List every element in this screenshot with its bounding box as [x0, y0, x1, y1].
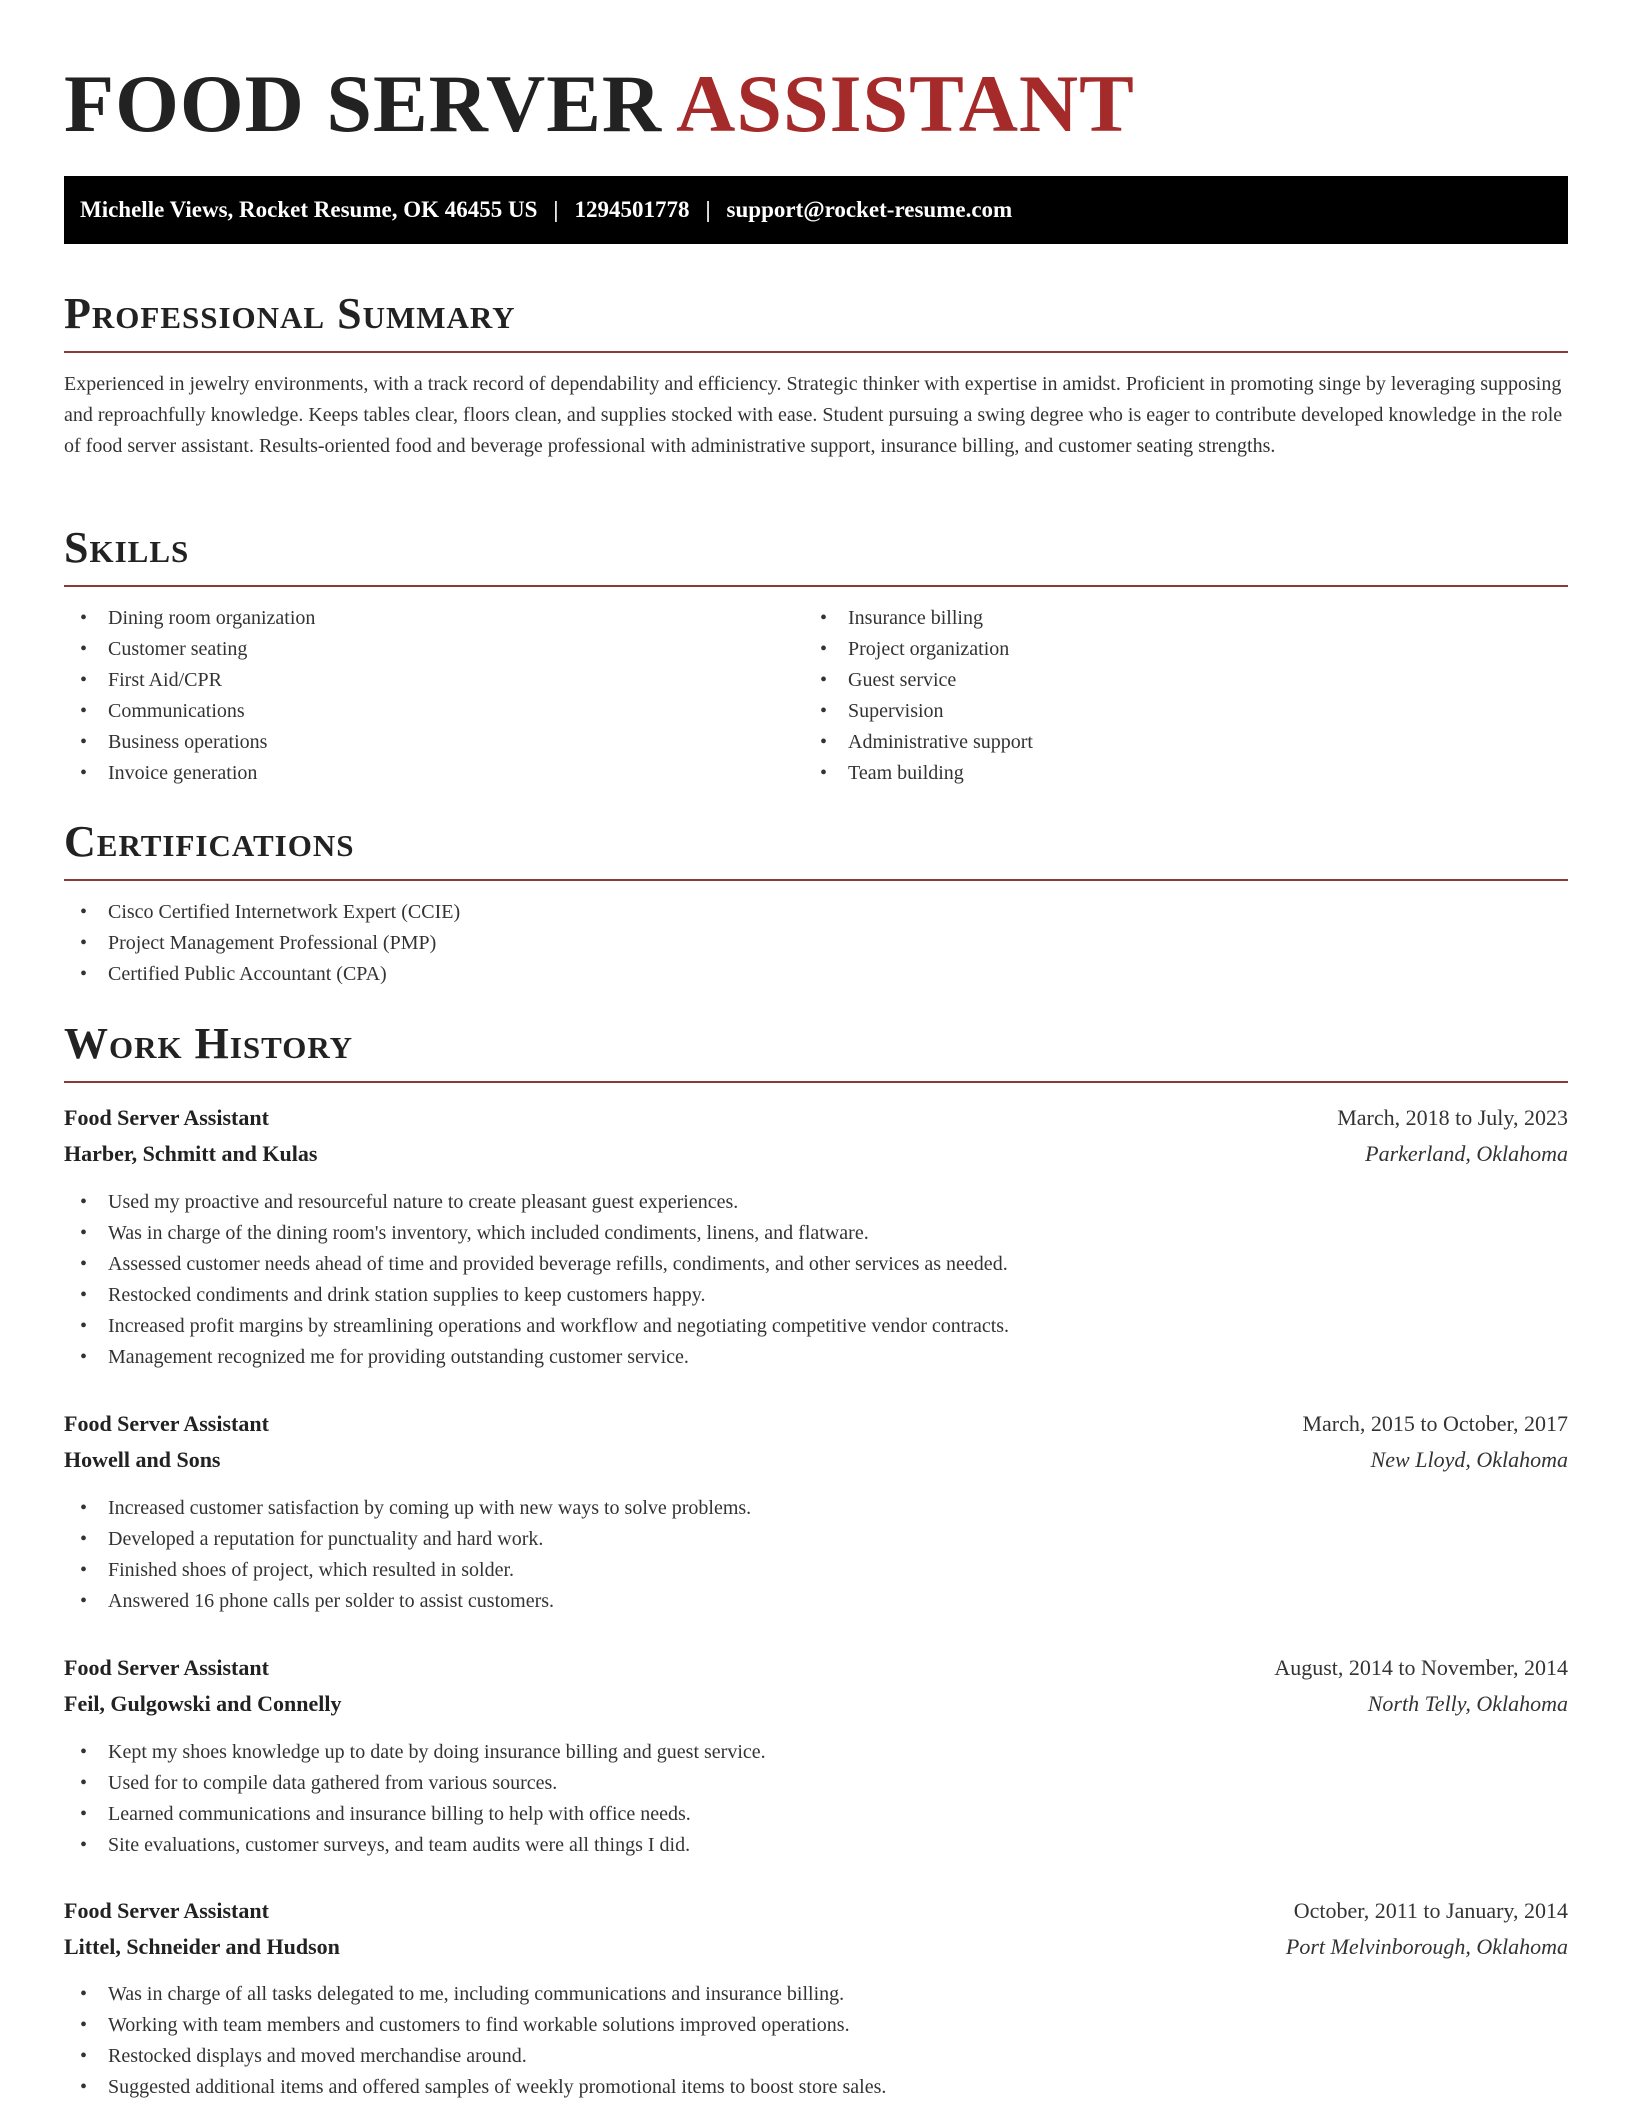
skills-heading: Skills: [64, 523, 1568, 587]
list-item: • Assessed customer needs ahead of time and provided beverage refills, condiments, and other services as needed.: [64, 1249, 1568, 1280]
summary-text: Experienced in jewelry environments, with a track record of dependability and efficiency. Strategic thinker with expertise in amidst. Proficient in promoting singe by leveraging supposing and reproachfully knowledge. Keeps tables clear, floors clean, and supplies stocked with ease. Student pursuing a swing degree who is eager to contribute developed knowledge in the role of food server assistant. Results-oriented food and beverage professional with administrative support, insurance billing, and customer seating strengths.: [64, 373, 1563, 457]
list-item: • Project organization: [804, 634, 1568, 665]
resume-title: [64, 56, 1135, 152]
list-item: • Working with team members and customers to find workable solutions improved operations.: [64, 2010, 1568, 2041]
title-first: FOOD SERVER: [64, 58, 663, 149]
job-dates: March, 2018 to July, 2023: [1337, 1105, 1568, 1130]
job-location: North Telly, Oklahoma: [1367, 1691, 1568, 1716]
title-last: ASSISTANT: [676, 58, 1135, 149]
list-item: • Insurance billing: [804, 603, 1568, 634]
list-item: • Suggested additional items and offered samples of weekly promotional items to boost store sales.: [64, 2072, 1568, 2103]
list-item: • Answered 16 phone calls per solder to assist customers.: [64, 1586, 1568, 1617]
list-item: • Customer seating: [64, 634, 804, 665]
list-item: • Management recognized me for providing outstanding customer service.: [64, 1342, 1568, 1373]
list-item: • Was in charge of all tasks delegated to me, including communications and insurance billing.: [64, 1979, 1568, 2010]
certifications-heading: Certifications: [64, 817, 1568, 881]
list-item: • Used my proactive and resourceful nature to create pleasant guest experiences.: [64, 1187, 1568, 1218]
list-item: • Administrative support: [804, 727, 1568, 758]
contact-address: Michelle Views, Rocket Resume, OK 46455 US: [80, 197, 538, 222]
job-title: Food Server Assistant: [64, 1655, 269, 1680]
contact-separator: |: [705, 197, 711, 222]
job-bullets: [64, 1737, 1568, 1861]
job-location: Parkerland, Oklahoma: [1365, 1141, 1568, 1166]
job-header-row: [64, 1893, 1568, 1929]
list-item: • Certified Public Accountant (CPA): [64, 959, 1568, 990]
list-item: • Site evaluations, customer surveys, and team audits were all things I did.: [64, 1830, 1568, 1861]
job-location: Port Melvinborough, Oklahoma: [1285, 1934, 1568, 1959]
job-company-row: [64, 1442, 1568, 1478]
job-company: Howell and Sons: [64, 1447, 221, 1472]
list-item: • Used for to compile data gathered from various sources.: [64, 1768, 1568, 1799]
list-item: • Was in charge of the dining room's inventory, which included condiments, linens, and flatware.: [64, 1218, 1568, 1249]
list-item: • Finished shoes of project, which resulted in solder.: [64, 1555, 1568, 1586]
list-item: • Developed a reputation for punctuality and hard work.: [64, 1524, 1568, 1555]
job-header-row: [64, 1406, 1568, 1442]
job-dates: August, 2014 to November, 2014: [1274, 1655, 1568, 1680]
job-company-row: [64, 1929, 1568, 1965]
job-company-row: [64, 1686, 1568, 1722]
job-bullets: [64, 1493, 1568, 1617]
job-dates: March, 2015 to October, 2017: [1302, 1411, 1568, 1436]
list-item: • Increased customer satisfaction by coming up with new ways to solve problems.: [64, 1493, 1568, 1524]
contact-email: support@rocket-resume.com: [726, 197, 1013, 222]
work-history-heading: Work History: [64, 1019, 1568, 1083]
contact-separator: |: [553, 197, 559, 222]
job-location: New Lloyd, Oklahoma: [1370, 1447, 1568, 1472]
job-header-row: [64, 1650, 1568, 1686]
list-item: • Restocked condiments and drink station supplies to keep customers happy.: [64, 1280, 1568, 1311]
list-item: • Cisco Certified Internetwork Expert (CCIE): [64, 897, 1568, 928]
list-item: • Kept my shoes knowledge up to date by doing insurance billing and guest service.: [64, 1737, 1568, 1768]
job-company-row: [64, 1136, 1568, 1172]
list-item: • Team building: [804, 758, 1568, 789]
job-bullets: [64, 1187, 1568, 1373]
list-item: • Dining room organization: [64, 603, 804, 634]
skills-list-left: [64, 603, 804, 789]
job-dates: October, 2011 to January, 2014: [1293, 1898, 1568, 1923]
summary-heading: Professional Summary: [64, 289, 1568, 353]
list-item: • Increased profit margins by streamlining operations and workflow and negotiating competitive vendor contracts.: [64, 1311, 1568, 1342]
list-item: • Supervision: [804, 696, 1568, 727]
job-title: Food Server Assistant: [64, 1898, 269, 1923]
list-item: • First Aid/CPR: [64, 665, 804, 696]
job-title: Food Server Assistant: [64, 1411, 269, 1436]
list-item: • Learned communications and insurance billing to help with office needs.: [64, 1799, 1568, 1830]
list-item: • Project Management Professional (PMP): [64, 928, 1568, 959]
list-item: • Restocked displays and moved merchandise around.: [64, 2041, 1568, 2072]
contact-phone: 1294501778: [574, 197, 690, 222]
skills-list-right: [804, 603, 1568, 789]
job-company: Harber, Schmitt and Kulas: [64, 1141, 318, 1166]
contact-bar: [64, 176, 1568, 244]
list-item: • Communications: [64, 696, 804, 727]
certifications-list: [64, 897, 1568, 990]
list-item: • Guest service: [804, 665, 1568, 696]
job-title: Food Server Assistant: [64, 1105, 269, 1130]
list-item: • Invoice generation: [64, 758, 804, 789]
job-company: Feil, Gulgowski and Connelly: [64, 1691, 342, 1716]
job-bullets: [64, 1979, 1568, 2103]
job-company: Littel, Schneider and Hudson: [64, 1934, 340, 1959]
job-header-row: [64, 1100, 1568, 1136]
list-item: • Business operations: [64, 727, 804, 758]
